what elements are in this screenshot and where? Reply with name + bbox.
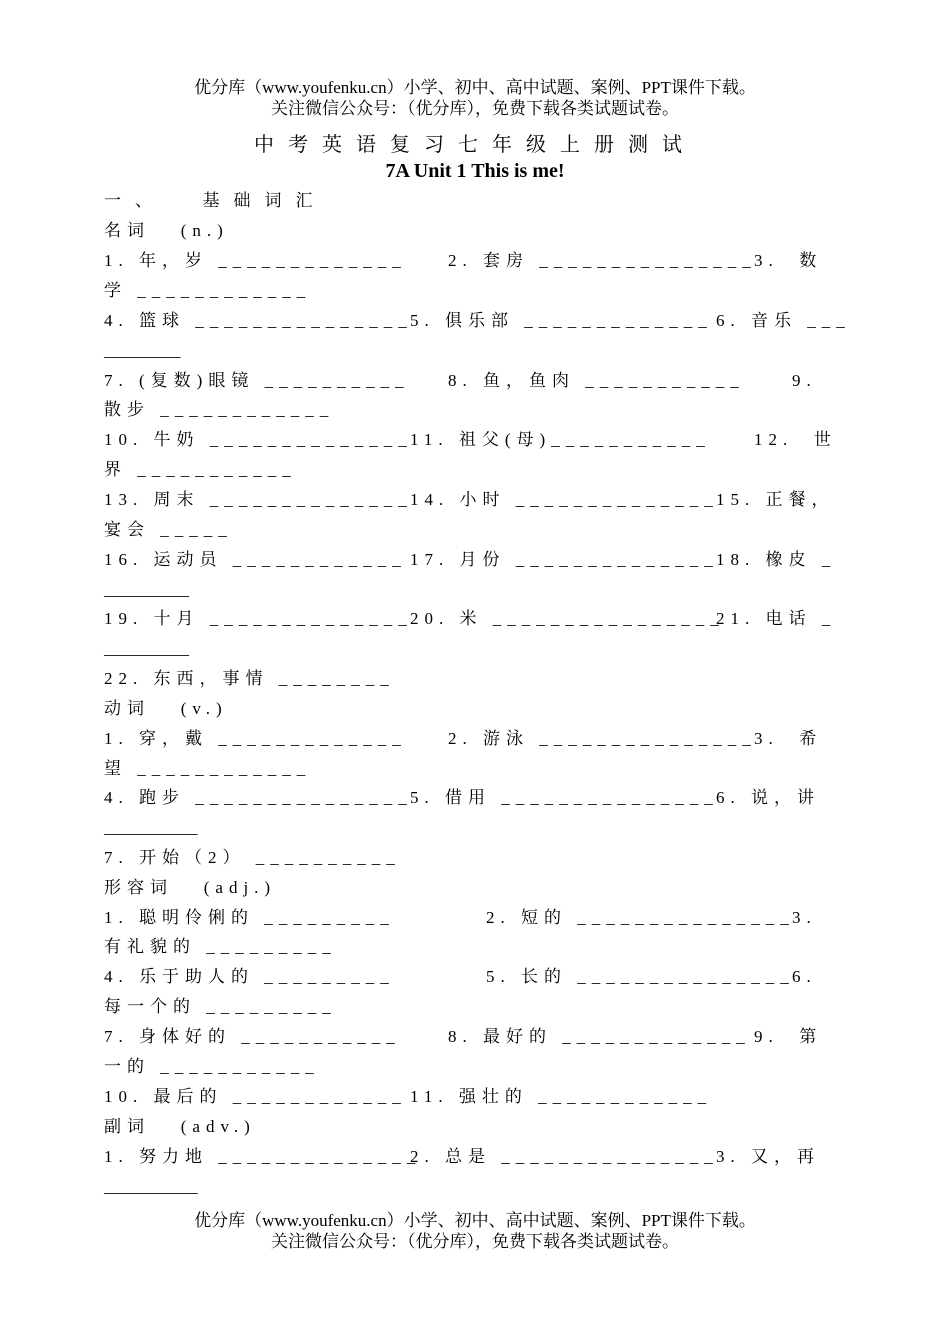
noun-item-20: 20. 米 ________________ [410,609,725,628]
verb-item-6-cont: ___________ [104,818,198,837]
noun-item-6-cont: _________ [104,341,181,360]
adverbs-heading: 副词 (adv.) [104,1117,256,1136]
noun-item-12: 12. 世 [754,430,837,449]
verb-item-3-cont: 望 ____________ [104,759,312,778]
adj-item-6: 6. [792,967,817,986]
footer-line-2: 关注微信公众号：（优分库），免费下载各类试题试卷。 [271,1232,679,1251]
noun-item-13: 13. 周末 ______________ [104,490,413,509]
adj-item-9: 9. 第 [754,1027,823,1046]
noun-item-21-cont: __________ [104,639,189,658]
noun-item-9: 9. [792,371,817,390]
adv-item-3: 3. 又，再 [716,1147,820,1166]
noun-item-6: 6. 音乐 ___ [716,311,851,330]
noun-item-12-cont: 界 ___________ [104,460,297,479]
noun-item-19: 19. 十月 ______________ [104,609,413,628]
verbs-heading: 动词 (v.) [104,699,228,718]
noun-item-16: 16. 运动员 ____________ [104,550,407,569]
header-line-2: 关注微信公众号：（优分库），免费下载各类试题试卷。 [271,99,679,118]
noun-item-15-cont: 宴会 _____ [104,520,233,539]
adjectives-heading: 形容词 (adj.) [104,878,277,897]
adj-item-2: 2. 短的 _______________ [486,908,795,927]
noun-item-21: 21. 电话 _ [716,609,837,628]
adj-item-11: 11. 强壮的 ____________ [410,1087,713,1106]
noun-item-5: 5. 俱乐部 _____________ [410,311,713,330]
section-heading: 一、 基础词汇 [104,191,327,210]
verb-item-2: 2. 游泳 _______________ [448,729,757,748]
adv-item-2: 2. 总是 _______________ [410,1147,719,1166]
noun-item-18-cont: __________ [104,580,189,599]
noun-item-1: 1. 年，岁 _____________ [104,251,407,270]
noun-item-10: 10. 牛奶 ______________ [104,430,413,449]
noun-item-11: 11. 祖父(母)___________ [410,430,711,449]
noun-item-17: 17. 月份 ______________ [410,550,719,569]
noun-item-2: 2. 套房 _______________ [448,251,757,270]
noun-item-15: 15. 正餐， [716,490,835,509]
noun-item-18: 18. 橡皮 _ [716,550,837,569]
verb-item-3: 3. 希 [754,729,823,748]
adj-item-4: 4. 乐于助人的 _________ [104,967,395,986]
noun-item-7: 7. (复数)眼镜 __________ [104,371,410,390]
header-line-1: 优分库（www.youfenku.cn）小学、初中、高中试题、案例、PPT课件下载。 [194,78,756,97]
adj-item-10: 10. 最后的 ____________ [104,1087,407,1106]
noun-item-3: 3. 数 [754,251,823,270]
adj-item-6-cont: 每一个的 _________ [104,997,337,1016]
noun-item-22: 22. 东西，事情 ________ [104,669,395,688]
noun-item-9-cont: 散步 ____________ [104,400,335,419]
verb-item-6: 6. 说，讲 [716,788,820,807]
noun-item-14: 14. 小时 ______________ [410,490,719,509]
adv-item-1: 1. 努力地 ______________ [104,1147,422,1166]
page-title-chinese: 中考英语复习七年级上册测试 [254,134,696,156]
verb-item-7: 7. 开始（2） __________ [104,848,401,867]
adj-item-7: 7. 身体好的 ___________ [104,1027,401,1046]
adj-item-1: 1. 聪明伶俐的 _________ [104,908,395,927]
adj-item-3: 3. [792,908,817,927]
verb-item-1: 1. 穿，戴 _____________ [104,729,407,748]
page-title-english: 7A Unit 1 This is me! [385,160,565,182]
noun-item-4: 4. 篮球 _______________ [104,311,413,330]
verb-item-5: 5. 借用 _______________ [410,788,719,807]
nouns-heading: 名词 (n.) [104,221,229,240]
footer-line-1: 优分库（www.youfenku.cn）小学、初中、高中试题、案例、PPT课件下载。 [194,1211,756,1230]
adv-item-3-cont: ___________ [104,1177,198,1196]
noun-item-3-cont: 学 ____________ [104,281,312,300]
adj-item-9-cont: 一的 ___________ [104,1057,320,1076]
noun-item-8: 8. 鱼，鱼肉 ___________ [448,371,745,390]
adj-item-8: 8. 最好的 _____________ [448,1027,751,1046]
adj-item-5: 5. 长的 _______________ [486,967,795,986]
verb-item-4: 4. 跑步 _______________ [104,788,413,807]
adj-item-3-cont: 有礼貌的 _________ [104,937,337,956]
